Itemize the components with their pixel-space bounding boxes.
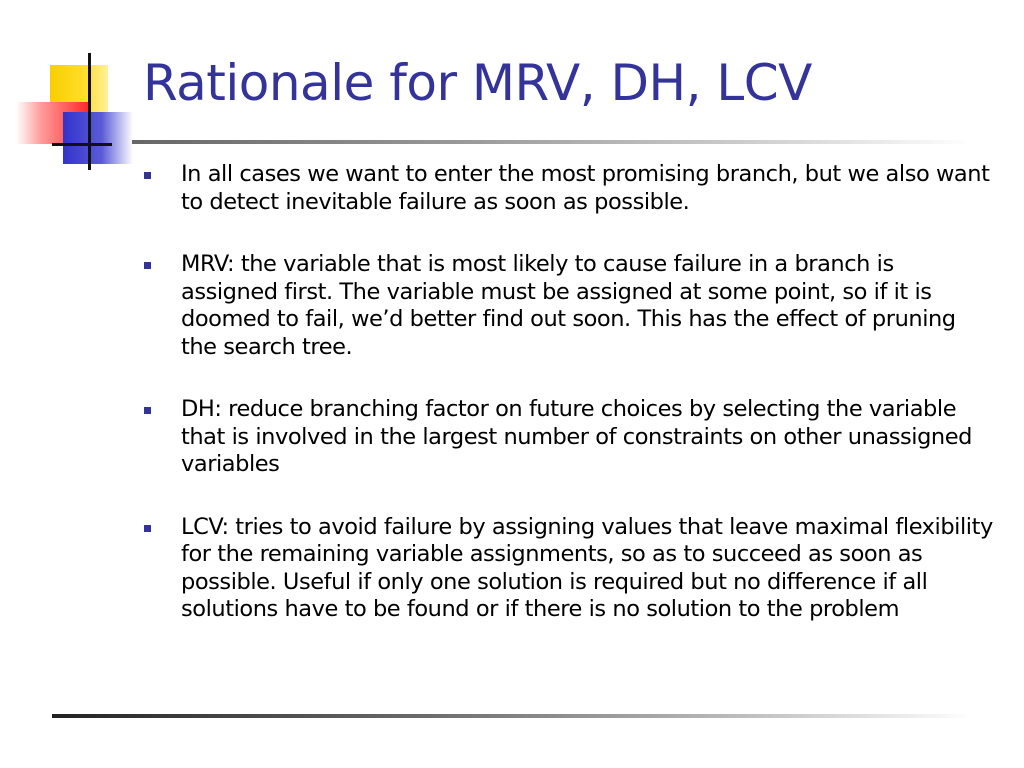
bullet-square-icon xyxy=(144,407,151,414)
bullet-square-icon xyxy=(144,172,151,179)
bullet-item xyxy=(144,514,994,624)
bullet-list xyxy=(144,161,994,659)
bullet-item xyxy=(144,161,994,216)
bullet-item xyxy=(144,396,994,479)
slide-title: Rationale for MRV, DH, LCV xyxy=(143,54,812,112)
title-divider xyxy=(132,140,972,144)
bullet-text: LCV: tries to avoid failure by assigning values that leave maximal flexibility for the remaining variable assignments, so as to succeed as soon as possible. Useful if only one solution is required but no difference if all solutions have to be found or if there is no solution to the problem xyxy=(181,513,993,622)
logo-horizontal-line xyxy=(52,143,112,146)
bullet-item xyxy=(144,251,994,361)
bullet-text: DH: reduce branching factor on future choices by selecting the variable that is involved in the largest number of constraints on other unassigned variables xyxy=(181,396,972,477)
decorative-logo xyxy=(0,0,150,180)
bullet-text: MRV: the variable that is most likely to cause failure in a branch is assigned first. The variable must be assigned at some point, so if it is doomed to fail, we’d better find out soon. This has the effect of pruning the search tree. xyxy=(181,251,956,360)
footer-divider xyxy=(52,714,972,718)
logo-vertical-line xyxy=(88,53,91,170)
bullet-square-icon xyxy=(144,262,151,269)
bullet-square-icon xyxy=(144,525,151,532)
bullet-text: In all cases we want to enter the most promising branch, but we also want to detect inevitable failure as soon as possible. xyxy=(181,161,990,215)
logo-blue-square xyxy=(63,112,133,164)
